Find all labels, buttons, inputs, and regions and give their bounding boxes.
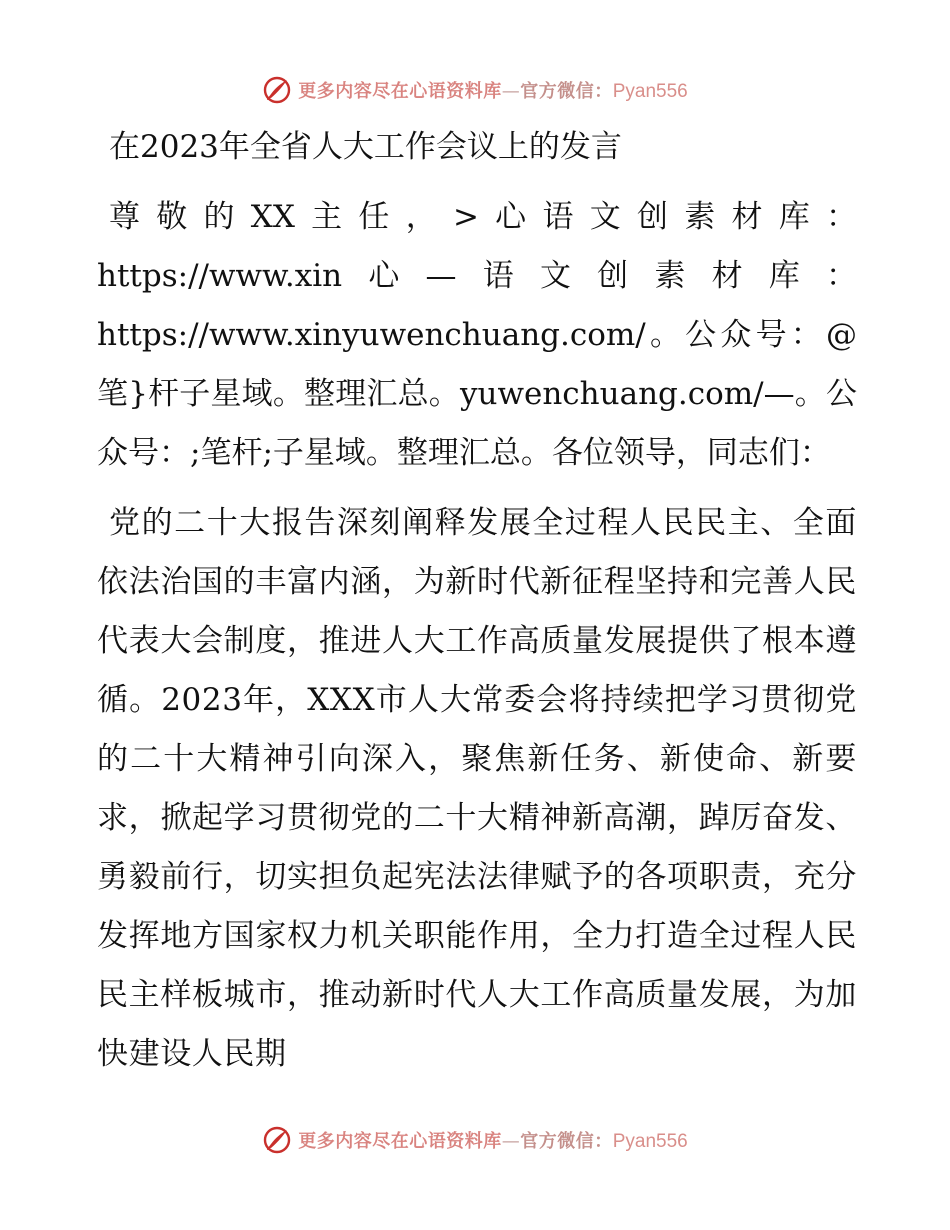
watermark-wechat-id: Pyan556	[612, 1131, 688, 1152]
document-body	[97, 118, 857, 1084]
watermark-wechat-label: 官方微信：	[520, 1131, 613, 1152]
watermark-text	[298, 1127, 688, 1153]
quill-logo-icon	[262, 1125, 292, 1155]
header-watermark	[0, 70, 950, 110]
watermark-library-text: 更多内容尽在心语资料库	[298, 81, 502, 102]
quill-logo-icon	[262, 75, 292, 105]
watermark-text	[298, 77, 688, 103]
watermark-library-text: 更多内容尽在心语资料库	[298, 1131, 502, 1152]
body-paragraph: 党的二十大报告深刻阐释发展全过程人民民主、全面依法治国的丰富内涵，为新时代新征程坚持和完善人民代表大会制度，推进人大工作高质量发展提供了根本遵循。2023年，XXX市人大常委会将持续把学习贯彻党的二十大精神引向深入，聚焦新任务、新使命、新要求，掀起学习贯彻党的二十大精神新高潮，踔厉奋发、勇毅前行，切实担负起宪法法律赋予的各项职责，充分发挥地方国家权力机关职能作用，全力打造全过程人民民主样板城市，推动新时代人大工作高质量发展，为加快建设人民期	[97, 505, 857, 1072]
footer-watermark	[0, 1120, 950, 1160]
watermark-wechat-id: Pyan556	[612, 81, 688, 102]
watermark-separator: —	[501, 81, 521, 102]
salutation-paragraph: 尊敬的XX主任，>心语文创素材库：https://www.xin心—语文创素材库：https://www.xinyuwenchuang.com/。公众号：@笔}杆子星域。整理汇总。yuwenchuang.com/—。公众号：;笔杆;子星域。整理汇总。各位领导，同志们：	[97, 199, 857, 471]
watermark-wechat-label: 官方微信：	[520, 81, 613, 102]
document-title: 在2023年全省人大工作会议上的发言	[109, 129, 622, 165]
watermark-separator: —	[501, 1131, 521, 1152]
